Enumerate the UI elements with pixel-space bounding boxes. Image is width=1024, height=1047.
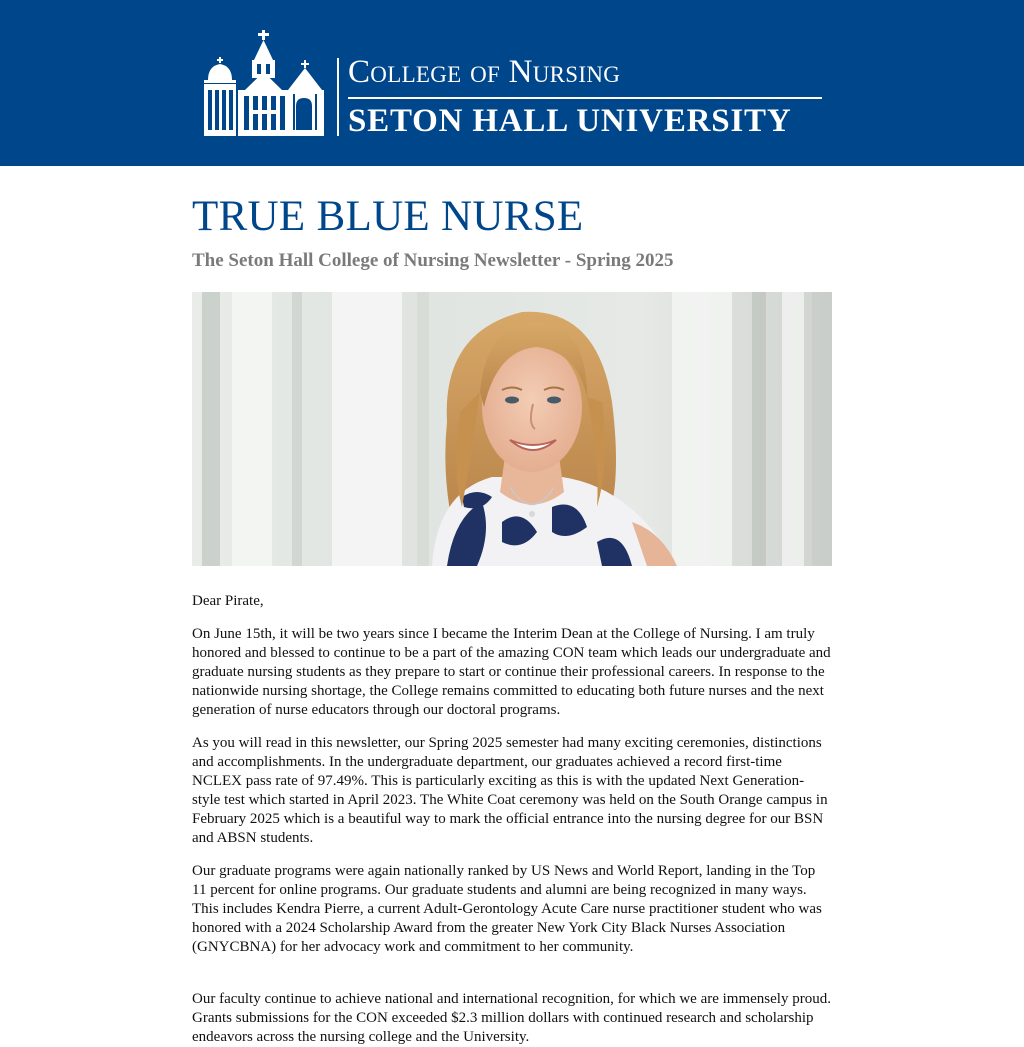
logo-college-name: College of Nursing	[348, 54, 621, 90]
church-building-icon	[200, 28, 326, 140]
newsletter-body	[192, 166, 832, 1047]
letter-paragraph: On June 15th, it will be two years since I became the Interim Dean at the College of Nursing. I am truly honored and blessed to continue to be a part of the amazing CON team which leads our undergraduate and graduate nursing students as they prepare to start or continue their professional careers. In response to the nationwide nursing shortage, the College remains committed to educating both future nurses and the next generation of nurse educators through our doctoral programs.	[192, 626, 831, 718]
dean-portrait-photo	[192, 292, 832, 566]
logo-rule	[348, 97, 822, 99]
logo-divider	[337, 58, 339, 136]
letter-paragraph: As you will read in this newsletter, our Spring 2025 semester had many exciting ceremonies, distinctions and accomplishments. In the undergraduate department, our graduates achieved a record first-time NCLEX pass rate of 97.49%. This is particularly exciting as this is with the updated Next Generation-style test which started in April 2023. The White Coat ceremony was held on the South Orange campus in February 2025 which is a beautiful way to mark the official entrance into the nursing degree for our BSN and ABSN students.	[192, 735, 828, 846]
logo-university-name: SETON HALL UNIVERSITY	[348, 103, 792, 139]
letter-paragraph: Our graduate programs were again nationally ranked by US News and World Report, landing in the Top 11 percent for online programs. Our graduate students and alumni are being recognized in many ways. This includes Kendra Pierre, a current Adult-Gerontology Acute Care nurse practitioner student who was honored with a 2024 Scholarship Award from the greater New York City Black Nurses Association (GNYCBNA) for her advocacy work and commitment to her community.	[192, 863, 822, 955]
newsletter-subtitle: The Seton Hall College of Nursing Newsletter - Spring 2025	[192, 250, 674, 271]
letter-paragraph: Our faculty continue to achieve national and international recognition, for which we are immensely proud. Grants submissions for the CON exceeded $2.3 million dollars with continued research and scholarship endeavors across the nursing college and the University.	[192, 991, 831, 1045]
newsletter-title: TRUE BLUE NURSE	[192, 193, 584, 240]
letter-salutation: Dear Pirate,	[192, 593, 264, 609]
header-banner	[0, 0, 1024, 166]
college-logo[interactable]	[200, 28, 824, 140]
